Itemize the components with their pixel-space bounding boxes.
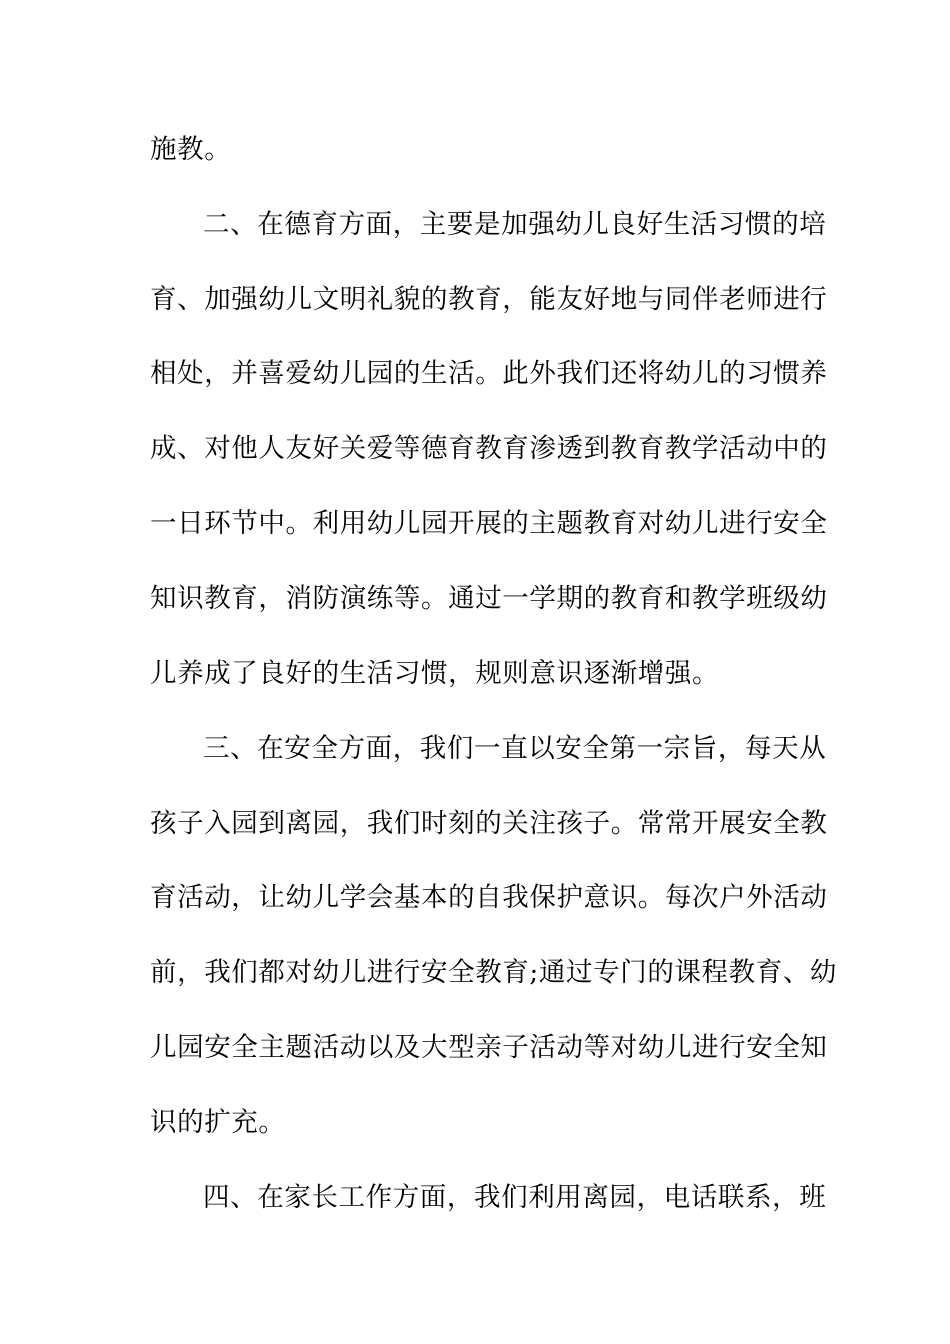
text-line: 知识教育，消防演练等。通过一学期的教育和教学班级幼	[150, 583, 828, 614]
text-line: 施教。	[150, 134, 232, 165]
text-line: 育活动，让幼儿学会基本的自我保护意识。每次户外活动	[150, 882, 828, 913]
text-line: 一日环节中。利用幼儿园开展的主题教育对幼儿进行安全	[150, 508, 828, 539]
text-line: 相处，并喜爱幼儿园的生活。此外我们还将幼儿的习惯养	[150, 358, 828, 389]
text-line: 识的扩充。	[150, 1107, 286, 1138]
paragraph-2-line-1: 二、在德育方面，主要是加强幼儿良好生活习惯的培	[203, 209, 827, 240]
text-line: 成、对他人友好关爱等德育教育渗透到教育教学活动中的	[150, 433, 828, 464]
text-line: 孩子入园到离园，我们时刻的关注孩子。常常开展安全教	[150, 808, 828, 839]
paragraph-3-line-1: 三、在安全方面，我们一直以安全第一宗旨，每天从	[203, 733, 827, 764]
paragraph-4-line-1: 四、在家长工作方面，我们利用离园，电话联系，班	[203, 1182, 827, 1213]
text-line: 前，我们都对幼儿进行安全教育;通过专门的课程教育、幼	[150, 957, 838, 988]
text-line: 儿园安全主题活动以及大型亲子活动等对幼儿进行安全知	[150, 1032, 828, 1063]
text-line: 育、加强幼儿文明礼貌的教育，能友好地与同伴老师进行	[150, 284, 828, 315]
text-line: 儿养成了良好的生活习惯，规则意识逐渐增强。	[150, 658, 720, 689]
